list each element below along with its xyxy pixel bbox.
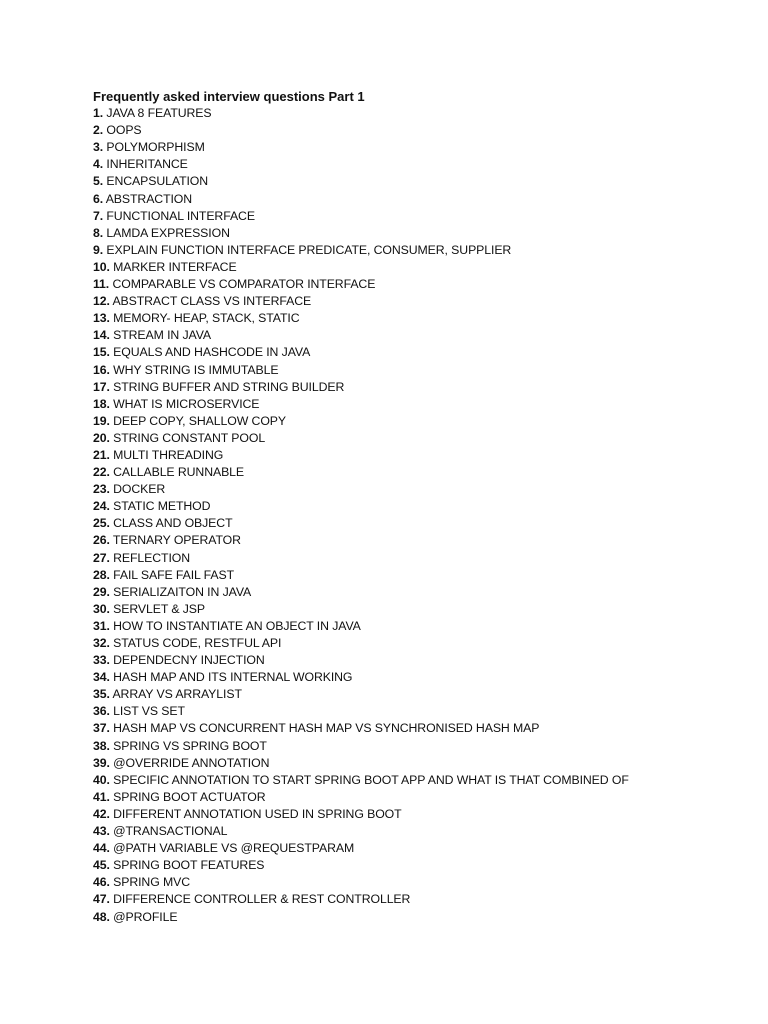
list-item-number: 38. <box>93 738 110 753</box>
list-item-number: 11. <box>93 277 110 292</box>
list-item <box>93 857 753 874</box>
list-item <box>93 276 753 293</box>
list-item-number: 13. <box>93 311 110 326</box>
question-list <box>93 105 753 926</box>
list-item <box>93 891 753 908</box>
list-item-text: REFLECTION <box>113 550 191 565</box>
list-item-number: 17. <box>93 379 110 394</box>
list-item-text: EXPLAIN FUNCTION INTERFACE PREDICATE, CONSUMER, SUPPLIER <box>106 242 512 257</box>
list-item-text: LIST VS SET <box>113 704 185 719</box>
list-item <box>93 362 753 379</box>
list-item-number: 19. <box>93 413 110 428</box>
list-item <box>93 686 753 703</box>
list-item-text: @PROFILE <box>113 909 178 924</box>
list-item-text: ENCAPSULATION <box>106 174 209 189</box>
list-item-text: OOPS <box>106 123 142 138</box>
list-item-number: 16. <box>93 362 110 377</box>
list-item-number: 22. <box>93 465 110 480</box>
list-item-number: 41. <box>93 789 110 804</box>
list-item-number: 2. <box>93 123 104 138</box>
list-item-number: 39. <box>93 755 110 770</box>
list-item <box>93 464 753 481</box>
list-item-number: 29. <box>93 584 110 599</box>
list-item <box>93 635 753 652</box>
list-item <box>93 344 753 361</box>
list-item-text: JAVA 8 FEATURES <box>106 106 212 121</box>
list-item-text: TERNARY OPERATOR <box>112 533 241 548</box>
list-item-number: 3. <box>93 140 104 155</box>
list-item-text: STREAM IN JAVA <box>113 328 212 343</box>
list-item-number: 20. <box>93 430 110 445</box>
list-item-text: DIFFERENT ANNOTATION USED IN SPRING BOOT <box>113 806 402 821</box>
list-item-number: 28. <box>93 567 110 582</box>
list-item <box>93 738 753 755</box>
list-item <box>93 823 753 840</box>
list-item-number: 5. <box>93 174 104 189</box>
list-item <box>93 874 753 891</box>
list-item-text: FUNCTIONAL INTERFACE <box>106 208 255 223</box>
list-item <box>93 430 753 447</box>
list-item-text: SERVLET & JSP <box>113 601 206 616</box>
list-item-text: DEPENDECNY INJECTION <box>113 653 265 668</box>
list-item-text: COMPARABLE VS COMPARATOR INTERFACE <box>112 277 376 292</box>
list-item-number: 25. <box>93 516 110 531</box>
list-item-text: ARRAY VS ARRAYLIST <box>112 687 242 702</box>
list-item-text: FAIL SAFE FAIL FAST <box>113 567 235 582</box>
list-item <box>93 567 753 584</box>
list-item-text: HASH MAP VS CONCURRENT HASH MAP VS SYNCHRONISED HASH MAP <box>113 721 540 736</box>
list-item-number: 7. <box>93 208 104 223</box>
list-item <box>93 618 753 635</box>
list-item <box>93 806 753 823</box>
list-item-text: @OVERRIDE ANNOTATION <box>113 755 270 770</box>
list-item-number: 30. <box>93 601 110 616</box>
list-item <box>93 703 753 720</box>
list-item <box>93 259 753 276</box>
list-item <box>93 105 753 122</box>
list-item-text: INHERITANCE <box>106 157 188 172</box>
list-item-number: 21. <box>93 447 110 462</box>
document-title: Frequently asked interview questions Part 1 <box>93 89 365 104</box>
list-item-number: 26. <box>93 533 110 548</box>
list-item-number: 15. <box>93 345 110 360</box>
list-item <box>93 225 753 242</box>
list-item <box>93 208 753 225</box>
list-item <box>93 789 753 806</box>
list-item <box>93 293 753 310</box>
list-item-text: STATIC METHOD <box>113 499 211 514</box>
list-item-number: 8. <box>93 225 104 240</box>
list-item-text: SERIALIZAITON IN JAVA <box>113 584 252 599</box>
list-item-number: 27. <box>93 550 110 565</box>
list-item-text: WHY STRING IS IMMUTABLE <box>113 362 279 377</box>
list-item-text: STATUS CODE, RESTFUL API <box>113 636 282 650</box>
list-item-text: @PATH VARIABLE VS @REQUESTPARAM <box>113 841 355 856</box>
list-item-number: 44. <box>93 841 110 856</box>
list-item-number: 12. <box>93 294 110 309</box>
list-item-number: 45. <box>93 858 110 873</box>
list-item-number: 9. <box>93 242 104 257</box>
list-item <box>93 669 753 686</box>
list-item <box>93 139 753 156</box>
list-item-text: DOCKER <box>113 482 166 497</box>
list-item-number: 46. <box>93 875 110 890</box>
list-item-text: HASH MAP AND ITS INTERNAL WORKING <box>113 670 353 685</box>
list-item-number: 32. <box>93 636 110 650</box>
list-item-text: MARKER INTERFACE <box>113 259 237 274</box>
list-item-text: SPRING MVC <box>113 875 191 890</box>
list-item-text: LAMDA EXPRESSION <box>106 225 230 240</box>
list-item <box>93 550 753 567</box>
list-item <box>93 310 753 327</box>
list-item <box>93 191 753 208</box>
list-item-number: 18. <box>93 396 110 411</box>
list-item <box>93 481 753 498</box>
document-page <box>93 88 753 926</box>
list-item <box>93 156 753 173</box>
list-item <box>93 601 753 618</box>
list-item-text: MULTI THREADING <box>113 447 224 462</box>
list-item <box>93 909 753 926</box>
list-item-number: 47. <box>93 892 110 907</box>
list-item-text: SPRING BOOT ACTUATOR <box>113 789 266 804</box>
list-item-number: 1. <box>93 106 104 121</box>
list-item-number: 36. <box>93 704 110 719</box>
list-item <box>93 498 753 515</box>
list-item <box>93 396 753 413</box>
list-item-number: 10. <box>93 259 110 274</box>
list-item-number: 34. <box>93 670 110 685</box>
list-item-text: ABSTRACT CLASS VS INTERFACE <box>112 294 312 309</box>
list-item-number: 40. <box>93 772 110 787</box>
list-item-text: SPRING VS SPRING BOOT <box>113 738 267 753</box>
list-item-number: 42. <box>93 806 110 821</box>
list-item-text: CLASS AND OBJECT <box>113 516 233 531</box>
list-item-text: SPRING BOOT FEATURES <box>113 858 265 873</box>
list-item-text: SPECIFIC ANNOTATION TO START SPRING BOOT APP AND WHAT IS THAT COMBINED OF <box>113 772 629 787</box>
list-item-number: 33. <box>93 653 110 668</box>
list-item-text: ABSTRACTION <box>105 191 193 206</box>
list-item <box>93 447 753 464</box>
list-item-number: 43. <box>93 824 110 839</box>
list-item <box>93 584 753 601</box>
list-item-text: DEEP COPY, SHALLOW COPY <box>113 413 287 428</box>
list-item <box>93 532 753 549</box>
list-item-number: 37. <box>93 721 110 736</box>
list-item-text: POLYMORPHISM <box>106 140 205 155</box>
list-item <box>93 755 753 772</box>
list-item-text: STRING BUFFER AND STRING BUILDER <box>113 379 345 394</box>
list-item <box>93 840 753 857</box>
list-item <box>93 327 753 344</box>
list-item-number: 4. <box>93 157 104 172</box>
list-item-number: 14. <box>93 328 110 343</box>
list-item-text: CALLABLE RUNNABLE <box>113 465 245 480</box>
list-item-text: DIFFERENCE CONTROLLER & REST CONTROLLER <box>113 892 411 907</box>
list-item-number: 24. <box>93 499 110 514</box>
list-item <box>93 242 753 259</box>
list-item <box>93 413 753 430</box>
list-item <box>93 122 753 139</box>
list-item <box>93 379 753 396</box>
list-item-text: MEMORY- HEAP, STACK, STATIC <box>113 311 300 326</box>
list-item <box>93 772 753 789</box>
list-item-number: 23. <box>93 482 110 497</box>
list-item-text: EQUALS AND HASHCODE IN JAVA <box>113 345 311 360</box>
list-item-text: HOW TO INSTANTIATE AN OBJECT IN JAVA <box>113 618 361 633</box>
list-item-text: WHAT IS MICROSERVICE <box>113 396 260 411</box>
list-item-number: 31. <box>93 618 110 633</box>
list-item-number: 35. <box>93 687 110 702</box>
list-item-text: STRING CONSTANT POOL <box>113 430 266 445</box>
list-item <box>93 720 753 737</box>
list-item <box>93 515 753 532</box>
list-item <box>93 173 753 190</box>
list-item-text: @TRANSACTIONAL <box>113 824 228 839</box>
list-item-number: 6. <box>93 191 104 206</box>
list-item-number: 48. <box>93 909 110 924</box>
list-item <box>93 652 753 669</box>
